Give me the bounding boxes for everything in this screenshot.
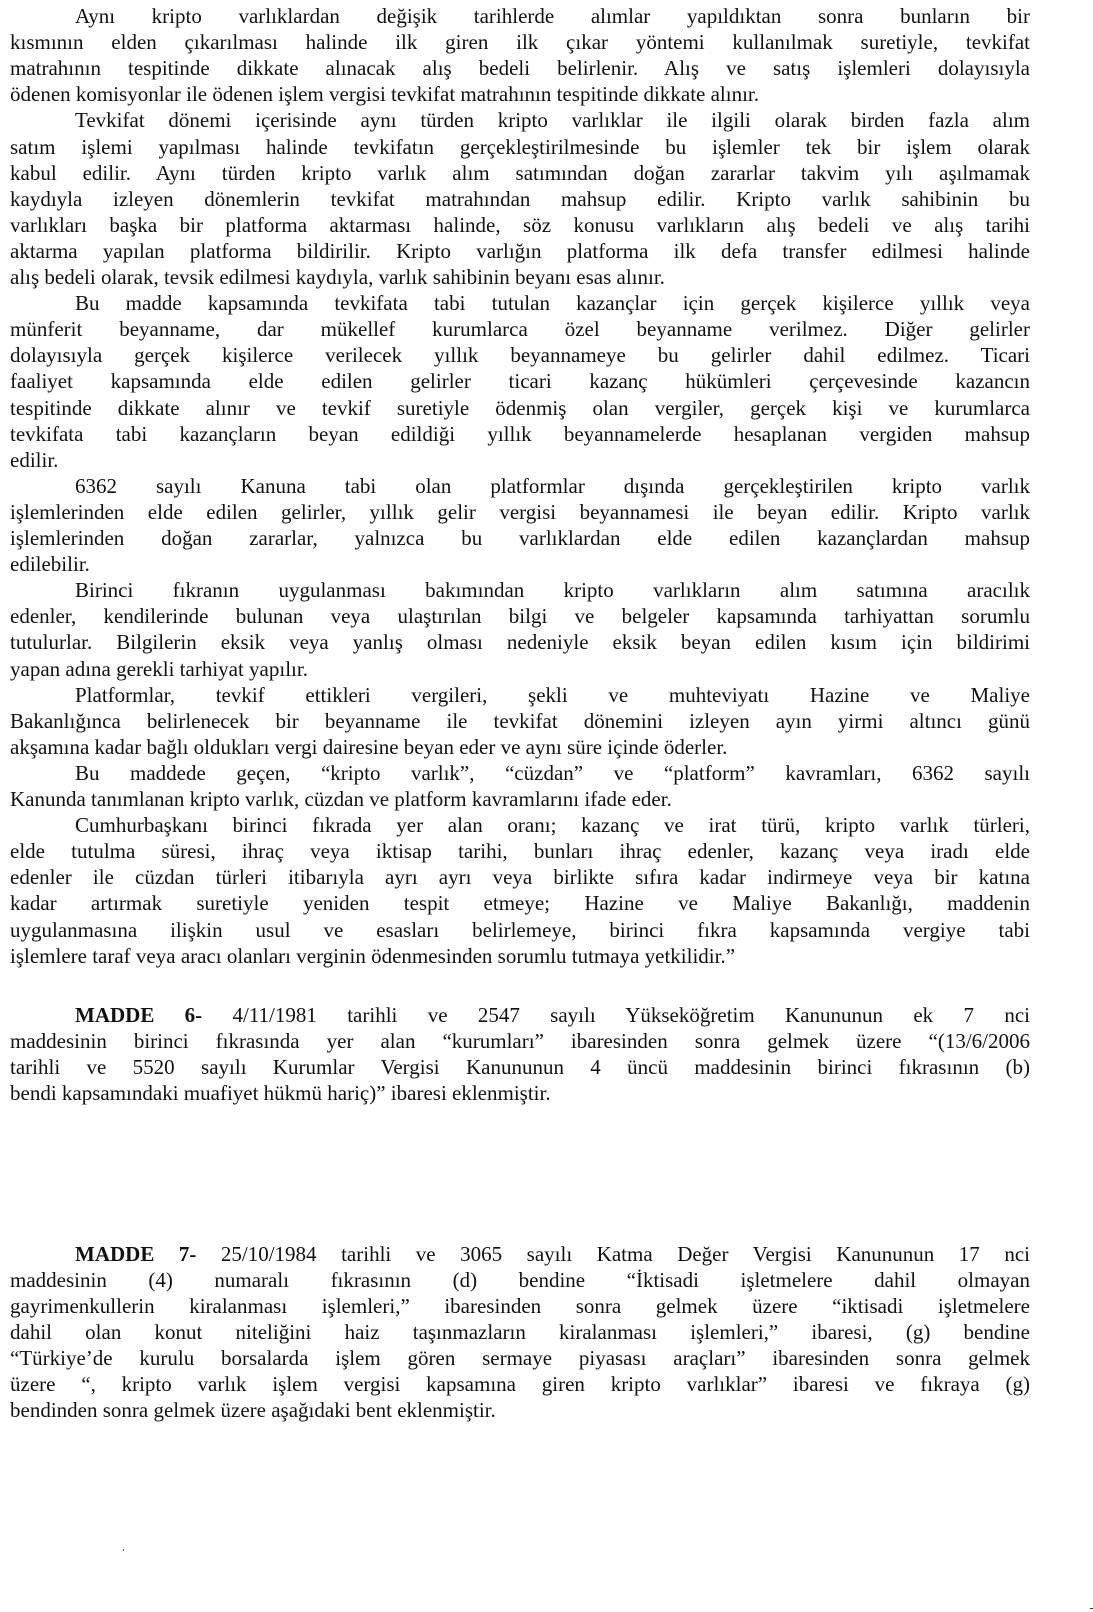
paragraph-line: kısmının elden çıkarılması halinde ilk giren ilk çıkar yöntemi kullanılmak suretiyle, tevkifat: [10, 30, 1030, 55]
article-7-first-line-text: 25/10/1984 tarihli ve 3065 sayılı Katma Değer Vergisi Kanununun 17 nci: [196, 1242, 1030, 1266]
paragraph-line: işlemlerinden doğan zararlar, yalnızca bu varlıklardan elde edilen kazançlardan mahsup: [10, 526, 1030, 550]
article-6-first-line-text: 4/11/1981 tarihli ve 2547 sayılı Yükseköğretim Kanununun ek 7 nci: [202, 1003, 1030, 1027]
article-7-line: üzere “, kripto varlık işlem vergisi kapsamına giren kripto varlıklar” ibaresi ve fıkraya (g): [10, 1372, 1030, 1396]
paragraph-first-line: Tevkifat dönemi içerisinde aynı türden kripto varlıklar ile ilgili olarak birden fazla alım: [75, 108, 1030, 133]
paragraph-line: kadar artırmak suretiyle yeniden tespit etmeye; Hazine ve Maliye Bakanlığı, maddenin: [10, 891, 1030, 916]
article-6-first-line: [75, 1002, 1030, 1028]
paragraph-line: kabul edilir. Aynı türden kripto varlık alım satımından doğan zararlar takvim yılı aşılmamak: [10, 160, 1030, 185]
paragraph-line: kaydıyla izleyen dönemlerin tevkifat matrahından mahsup edilir. Kripto varlık sahibinin bu: [10, 186, 1030, 211]
paragraph-line: edilir.: [10, 447, 59, 472]
paragraph-first-line: Cumhurbaşkanı birinci fıkrada yer alan oranı; kazanç ve irat türü, kripto varlık türleri,: [75, 813, 1030, 838]
article-6-line: tarihli ve 5520 sayılı Kurumlar Vergisi Kanununun 4 üncü maddesinin birinci fıkrasının (b): [10, 1055, 1030, 1079]
paragraph-line: matrahının tespitinde dikkate alınacak alış bedeli belirlenir. Alış ve satış işlemleri dolayısıyla: [10, 56, 1030, 81]
article-7-line: dahil olan konut niteliğini haiz taşınmazların kiralanması işlemleri,” ibaresi, (g) bendine: [10, 1320, 1030, 1344]
paragraph-line: faaliyet kapsamında elde edilen gelirler ticari kazanç hükümleri çerçevesinde kazancın: [10, 369, 1030, 394]
paragraph-line: dolayısıyla gerçek kişilerce verilecek yıllık beyannameye bu gelirler dahil edilmez. Ticari: [10, 343, 1030, 368]
paragraph-line: edenler ile cüzdan türleri itibarıyla ayrı ayrı veya birlikte sıfıra kadar indirmeye veya bir katına: [10, 865, 1030, 890]
paragraph-line: münferit beyanname, dar mükellef kurumlarca özel beyanname verilmez. Diğer gelirler: [10, 317, 1030, 342]
paragraph-line: yapan adına gerekli tarhiyat yapılır.: [10, 656, 308, 681]
paragraph-first-line: Bu madde kapsamında tevkifata tabi tutulan kazançlar için gerçek kişilerce yıllık veya: [75, 291, 1030, 316]
paragraph-line: işlemlere taraf veya aracı olanları verginin ödenmesinden sorumlu tutmaya yetkilidir.”: [10, 943, 736, 968]
paragraph-line: edilebilir.: [10, 552, 90, 577]
article-6-line: bendi kapsamındaki muafiyet hükmü hariç)” ibaresi eklenmiştir.: [10, 1081, 551, 1105]
paragraph-line: varlıkları başka bir platforma aktarması halinde, söz konusu varlıkların alış bedeli ve alış tarihi: [10, 212, 1030, 237]
paragraph-line: işlemlerinden elde edilen gelirler, yıllık gelir vergisi beyannamesi ile beyan edilir. Kripto varlık: [10, 499, 1030, 524]
paragraph-first-line: Aynı kripto varlıklardan değişik tarihlerde alımlar yapıldıktan sonra bunların bir: [75, 4, 1030, 28]
paragraph-first-line: 6362 sayılı Kanuna tabi olan platformlar dışında gerçekleştirilen kripto varlık: [75, 473, 1030, 498]
paragraph-line: Kanunda tanımlanan kripto varlık, cüzdan ve platform kavramlarını ifade eder.: [10, 787, 672, 811]
article-7-line: maddesinin (4) numaralı fıkrasının (d) bendine “İktisadi işletmelere dahil olmayan: [10, 1268, 1030, 1292]
paragraph-first-line: Platformlar, tevkif ettikleri vergileri, şekli ve muhteviyatı Hazine ve Maliye: [75, 682, 1030, 707]
paragraph-line: Bakanlığınca belirlenecek bir beyanname ile tevkifat dönemini izleyen ayın yirmi altıncı günü: [10, 708, 1030, 733]
paragraph-line: aktarma yapılan platforma bildirilir. Kripto varlığın platforma ilk defa transfer edilmesi halinde: [10, 238, 1030, 263]
paragraph-first-line: Bu maddede geçen, “kripto varlık”, “cüzdan” ve “platform” kavramları, 6362 sayılı: [75, 760, 1030, 785]
paragraph-line: elde tutulma süresi, ihraç veya iktisap tarihi, bunları ihraç edenler, kazanç veya iradı elde: [10, 839, 1030, 864]
paragraph-line: akşamına kadar bağlı oldukları vergi dairesine beyan eder ve aynı süre içinde öderler.: [10, 734, 728, 759]
article-6-heading: MADDE 6-: [75, 1003, 203, 1027]
paragraph-line: ödenen komisyonlar ile ödenen işlem vergisi tevkifat matrahının tespitinde dikkate alınır.: [10, 82, 760, 107]
paragraph-line: edenler, kendilerinde bulunan veya ulaştırılan bilgi ve belgeler kapsamında tarhiyattan sorumlu: [10, 604, 1030, 629]
paragraph-line: satım işlemi yapılması halinde tevkifatın gerçekleştirilmesinde bu işlemler tek bir işlem olarak: [10, 134, 1030, 159]
article-7-line: gayrimenkullerin kiralanması işlemleri,” ibaresinden sonra gelmek üzere “iktisadi işletmelere: [10, 1294, 1030, 1318]
article-7-first-line: [75, 1241, 1030, 1267]
scan-speck: [123, 1549, 124, 1551]
paragraph-first-line: Birinci fıkranın uygulanması bakımından kripto varlıkların alım satımına aracılık: [75, 578, 1030, 603]
paragraph-line: tutulurlar. Bilgilerin eksik veya yanlış olması nedeniyle eksik beyan edilen kısım için bildirimi: [10, 630, 1030, 655]
article-6-line: maddesinin birinci fıkrasında yer alan “kurumları” ibaresinden sonra gelmek üzere “(13/6/2006: [10, 1029, 1030, 1053]
paragraph-line: alış bedeli olarak, tevsik edilmesi kaydıyla, varlık sahibinin beyanı esas alınır.: [10, 265, 665, 289]
paragraph-line: uygulanmasına ilişkin usul ve esasları belirlemeye, birinci fıkra kapsamında vergiye tabi: [10, 917, 1030, 942]
paragraph-line: tevkifata tabi kazançların beyan edildiği yıllık beyannamelerde hesaplanan vergiden mahsup: [10, 421, 1030, 446]
article-7-heading: MADDE 7-: [75, 1242, 197, 1266]
paragraph-line: tespitinde dikkate alınır ve tevkif suretiyle ödenmiş olan vergiler, gerçek kişi ve kurumlarca: [10, 395, 1030, 420]
article-7-line: bendinden sonra gelmek üzere aşağıdaki bent eklenmiştir.: [10, 1398, 496, 1422]
article-7-line: “Türkiye’de kurulu borsalarda işlem gören sermaye piyasası araçları” ibaresinden sonra gelmek: [10, 1346, 1030, 1370]
